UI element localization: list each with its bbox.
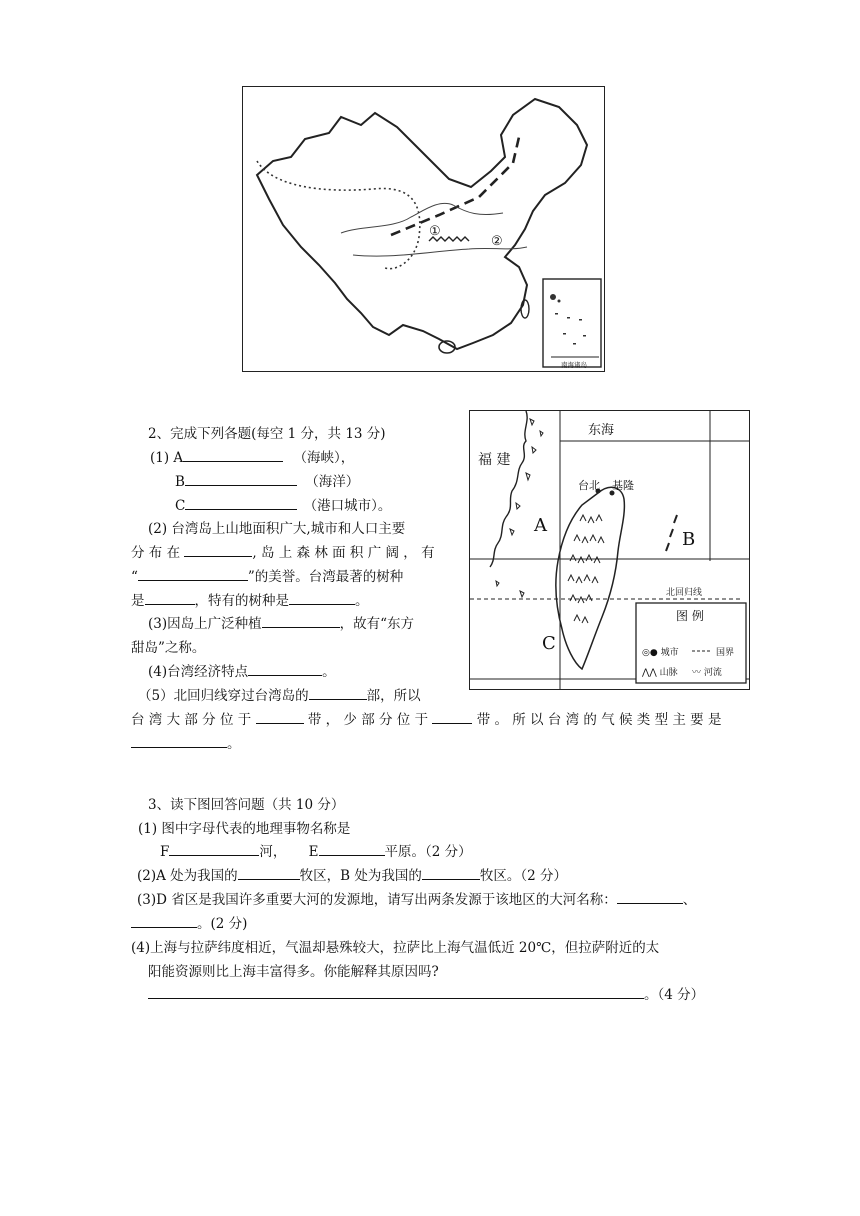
q3-p2c: 牧区。（2 分） [479, 868, 568, 884]
q2-p2-line3b: ”的美誉。台湾最著的树种 [247, 569, 404, 585]
q2-p2-line4b: ，特有的树种是 [194, 593, 289, 609]
q2-b-prefix: B [175, 474, 185, 490]
dashed-boundary [391, 137, 519, 235]
q2-p5-line3: 。 [227, 736, 241, 752]
q3-p3a: (3)D 省区是我国许多重要大河的发源地，请写出两条发源于该地区的大河名称： [137, 892, 617, 908]
fujian-coast [490, 411, 527, 567]
inset-caption: 南海诸岛 [561, 361, 587, 369]
china-map-drawing [243, 87, 604, 371]
q3-p4-answer-blank[interactable] [148, 984, 644, 999]
east-island-marks [666, 515, 677, 551]
q3-p4-line2: 阳能资源则比上海丰富得多。你能解释其原因吗? [148, 964, 439, 980]
q2-p2-blank2[interactable] [138, 566, 248, 581]
q3-p4-line3 [148, 983, 704, 1007]
q2-p2-line2a: 分 布 在 [131, 545, 181, 561]
q2-p4b: 。 [322, 664, 336, 680]
q3-p1-e: E [308, 844, 319, 860]
china-mainland-outline [257, 99, 587, 349]
q2-c-blank[interactable] [185, 495, 297, 510]
q2-p2-blank3[interactable] [145, 590, 195, 605]
q2-p3-line1 [148, 612, 414, 636]
legend-city: ◎● 城市 [642, 648, 679, 658]
legend-city-text: 城市 [660, 648, 679, 658]
q2-p5-line1 [138, 684, 421, 708]
q2-p5-line2a: 台 湾 大 部 分 位 于 [131, 712, 252, 728]
dotted-boundary [257, 161, 420, 269]
q3-p1-plain: 平原。（2 分） [384, 844, 472, 860]
q2-b-blank[interactable] [185, 471, 297, 486]
q3-p1-f: F [160, 844, 170, 860]
q2-p4a: (4)台湾经济特点 [148, 664, 249, 680]
q2-p4-line [148, 660, 336, 684]
q2-p3-line2: 甜岛”之称。 [131, 640, 206, 656]
legend-title: 图 例 [676, 609, 704, 623]
q2-p5-blank3[interactable] [432, 709, 472, 724]
legend-mountain-text: 山脉 [659, 668, 678, 678]
tropic-label: 北回归线 [666, 588, 703, 598]
q3-p4-end: 。（4 分） [644, 987, 705, 1003]
q2-a-prefix: (1) A [150, 450, 184, 466]
legend-river-text: 河流 [703, 668, 722, 678]
letter-c: C [542, 633, 556, 654]
q3-title: 3、读下图回答问题（共 10 分） [148, 797, 345, 813]
q2-title: 2、完成下列各题(每空 1 分，共 13 分) [148, 426, 386, 442]
q3-p3b: 、 [682, 892, 697, 908]
q2-p5-blank4[interactable] [131, 733, 227, 748]
q2-p3-line1a: (3)因岛上广泛种植 [148, 616, 262, 632]
q3-p1-river: 河， [259, 844, 287, 860]
q3-p3-line1 [137, 888, 696, 912]
q3-p1-line1: (1) 图中字母代表的地理事物名称是 [138, 821, 351, 837]
legend-river: 〰 河流 [692, 668, 722, 678]
q3-p3c: 。(2 分) [197, 916, 248, 932]
city-label-taipei: 台北 [578, 479, 600, 492]
q2-p2-line4c: 。 [355, 593, 369, 609]
china-map [242, 86, 605, 372]
taiwan-island-outline [556, 487, 624, 669]
south-china-sea-inset [543, 279, 601, 367]
q2-a-blank[interactable] [183, 447, 283, 462]
q2-p5-line1a: （5）北回归线穿过台湾岛的 [138, 688, 309, 704]
q2-p2-line3 [131, 565, 403, 589]
q2-p2-line4 [131, 589, 369, 613]
q3-p2-blank2[interactable] [422, 865, 480, 880]
taiwan-map-drawing [470, 411, 749, 689]
q3-f-blank[interactable] [169, 841, 259, 856]
letter-a: A [534, 515, 547, 536]
q3-p2-line [137, 864, 567, 888]
sea-label: 东海 [588, 423, 615, 438]
q2-p5-line2b: 带 ， 少 部 分 位 于 [307, 712, 429, 728]
mountain-symbols [568, 515, 604, 623]
q3-p3-blank2[interactable] [131, 913, 197, 928]
q3-p1-line2 [160, 840, 472, 864]
q2-p3-line1b: ，故有“东方 [339, 616, 415, 632]
q3-p2b: 牧区，B 处为我国的 [299, 868, 422, 884]
q2-c-suffix: （港口城市）。 [303, 498, 392, 514]
q2-a-line [150, 446, 354, 470]
q3-p4-line1: (4)上海与拉萨纬度相近，气温却悬殊较大，拉萨比上海气温低近 20℃，但拉萨附近的太 [131, 940, 660, 956]
q2-c-line [175, 494, 391, 518]
letter-b: B [682, 529, 696, 550]
q2-p5-blank1[interactable] [309, 685, 367, 700]
q2-p2-line2b: , 岛 上 森 林 面 积 广 阔 ， 有 [252, 545, 435, 561]
taiwan-map [469, 410, 750, 690]
city-label-keelung: 基隆 [612, 479, 634, 492]
q2-p5-line1b: 部，所以 [366, 688, 421, 704]
q2-p2-line3a: “ [131, 569, 138, 585]
marker-2: ② [491, 234, 503, 249]
q3-e-blank[interactable] [319, 841, 385, 856]
q2-p5-line3 [131, 732, 241, 756]
province-label: 福 建 [478, 452, 511, 468]
q2-p3-blank[interactable] [262, 613, 340, 628]
q2-p2-line2 [131, 541, 435, 565]
q2-p2-line4a: 是 [131, 593, 145, 609]
q2-p2-line1: (2) 台湾岛上山地面积广大,城市和人口主要 [148, 521, 406, 537]
q2-p4-blank[interactable] [248, 661, 322, 676]
yellow-river-line [341, 203, 503, 233]
q2-p2-blank1[interactable] [184, 542, 252, 557]
legend-mountain: ⋀⋀ 山脉 [642, 668, 678, 678]
q2-b-suffix: （海洋） [305, 474, 360, 490]
q2-c-prefix: C [175, 498, 186, 514]
q3-p3-line2 [131, 912, 247, 936]
q3-p2-blank1[interactable] [238, 865, 300, 880]
legend-border: 国界 [716, 648, 735, 658]
q2-b-line [175, 470, 359, 494]
q2-a-suffix: （海峡）， [293, 450, 355, 466]
q2-p5-line2c: 带 。 所 以 台 湾 的 气 候 类 型 主 要 是 [476, 712, 722, 728]
q2-p2-blank4[interactable] [289, 590, 355, 605]
q2-p5-line2 [131, 708, 721, 732]
q3-p3-blank1[interactable] [617, 889, 683, 904]
taiwan-island [521, 300, 529, 318]
coastal-islets [496, 419, 543, 597]
marker-1: ① [429, 224, 441, 239]
q2-p5-blank2[interactable] [256, 709, 304, 724]
q3-p2a: (2)A 处为我国的 [137, 868, 238, 884]
